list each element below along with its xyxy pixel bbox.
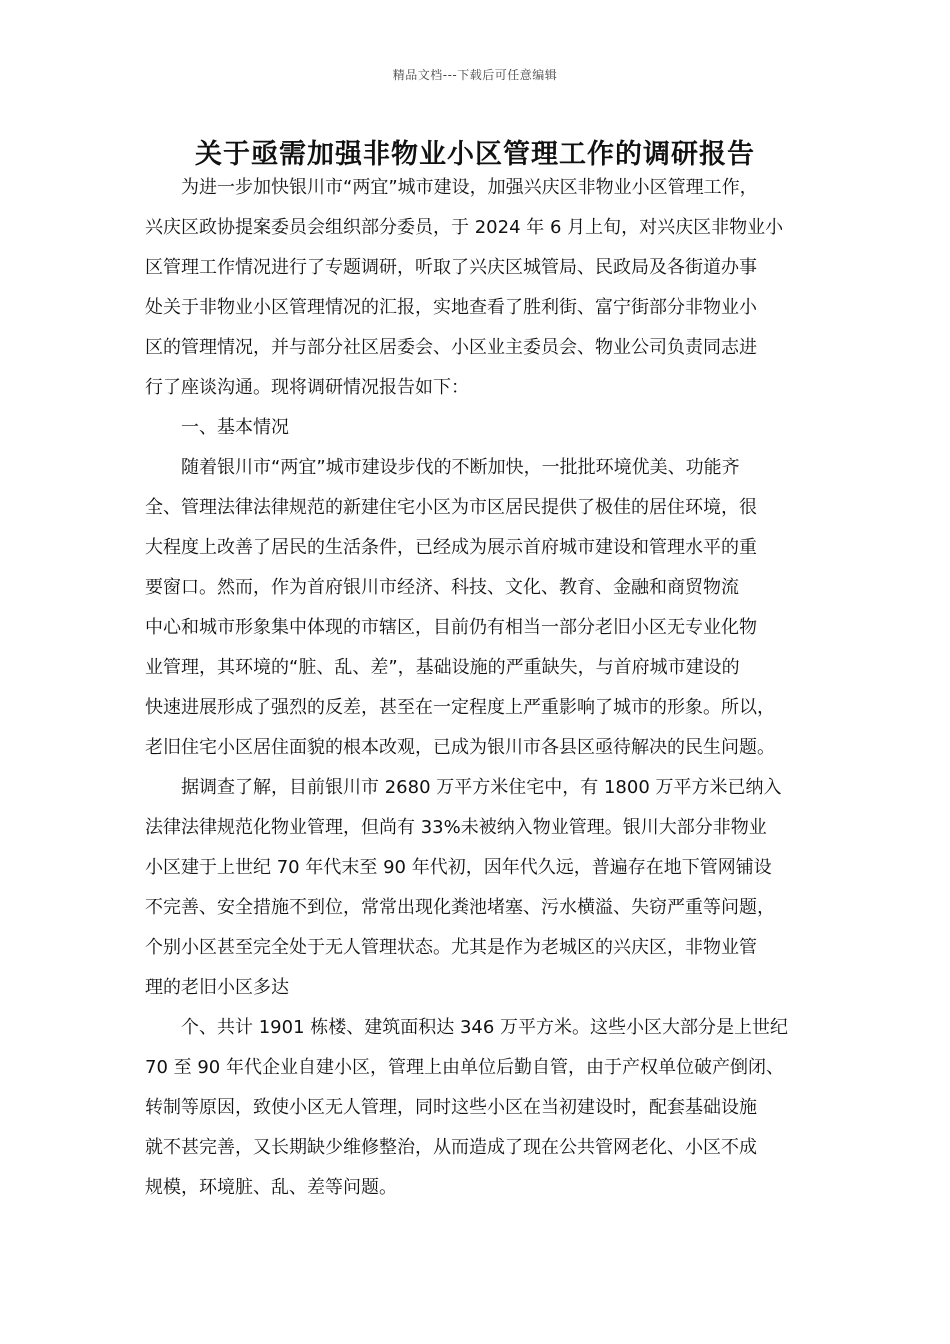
paragraph-line: 处关于非物业小区管理情况的汇报，实地查看了胜利街、富宁街部分非物业小 [145,297,757,318]
paragraph-line: 中心和城市形象集中体现的市辖区，目前仍有相当一部分老旧小区无专业化物 [145,617,757,638]
paragraph-line: 规模，环境脏、乱、差等问题。 [145,1177,397,1198]
paragraph-line: 个、共计 1901 栋楼、建筑面积达 346 万平方米。这些小区大部分是上世纪 [181,1017,789,1038]
paragraph-line: 个别小区甚至完全处于无人管理状态。尤其是作为老城区的兴庆区，非物业管 [145,937,757,958]
paragraph-line: 法律法律规范化物业管理，但尚有 33%未被纳入物业管理。银川大部分非物业 [145,817,767,838]
paragraph-line: 小区建于上世纪 70 年代末至 90 年代初，因年代久远，普遍存在地下管网铺设 [145,857,772,878]
paragraph-line: 70 至 90 年代企业自建小区，管理上由单位后勤自管，由于产权单位破产倒闭、 [145,1057,784,1078]
paragraph-line: 业管理，其环境的“脏、乱、差”，基础设施的严重缺失，与首府城市建设的 [145,657,740,678]
header-note: 精品文档---下载后可任意编辑 [392,68,558,82]
paragraph-line: 随着银川市“两宜”城市建设步伐的不断加快，一批批环境优美、功能齐 [181,457,740,478]
paragraph-line: 大程度上改善了居民的生活条件，已经成为展示首府城市建设和管理水平的重 [145,537,757,558]
document-title: 关于亟需加强非物业小区管理工作的调研报告 [195,139,755,170]
paragraph-line: 快速进展形成了强烈的反差，甚至在一定程度上严重影响了城市的形象。所以， [145,697,775,718]
document-body [145,170,807,1206]
paragraph-line: 行了座谈沟通。现将调研情况报告如下： [145,377,469,398]
paragraph-line: 老旧住宅小区居住面貌的根本改观，已成为银川市各县区亟待解决的民生问题。 [145,737,775,758]
paragraph-line: 全、管理法律法律规范的新建住宅小区为市区居民提供了极佳的居住环境，很 [145,497,757,518]
paragraph-line: 理的老旧小区多达 [145,977,289,998]
paragraph-line: 兴庆区政协提案委员会组织部分委员，于 2024 年 6 月上旬，对兴庆区非物业小 [145,217,784,238]
paragraph-line: 不完善、安全措施不到位，常常出现化粪池堵塞、污水横溢、失窃严重等问题， [145,897,775,918]
paragraph-line: 区管理工作情况进行了专题调研，听取了兴庆区城管局、民政局及各街道办事 [145,257,757,278]
section-heading: 一、基本情况 [181,417,289,438]
paragraph-line: 要窗口。然而，作为首府银川市经济、科技、文化、教育、金融和商贸物流 [145,577,739,598]
paragraph-line: 区的管理情况，并与部分社区居委会、小区业主委员会、物业公司负责同志进 [145,337,757,358]
paragraph-line: 为进一步加快银川市“两宜”城市建设，加强兴庆区非物业小区管理工作， [181,177,758,198]
paragraph-line: 就不甚完善，又长期缺少维修整治，从而造成了现在公共管网老化、小区不成 [145,1137,757,1158]
paragraph-line: 据调查了解，目前银川市 2680 万平方米住宅中，有 1800 万平方米已纳入 [181,777,782,798]
paragraph-line: 转制等原因，致使小区无人管理，同时这些小区在当初建设时，配套基础设施 [145,1097,757,1118]
